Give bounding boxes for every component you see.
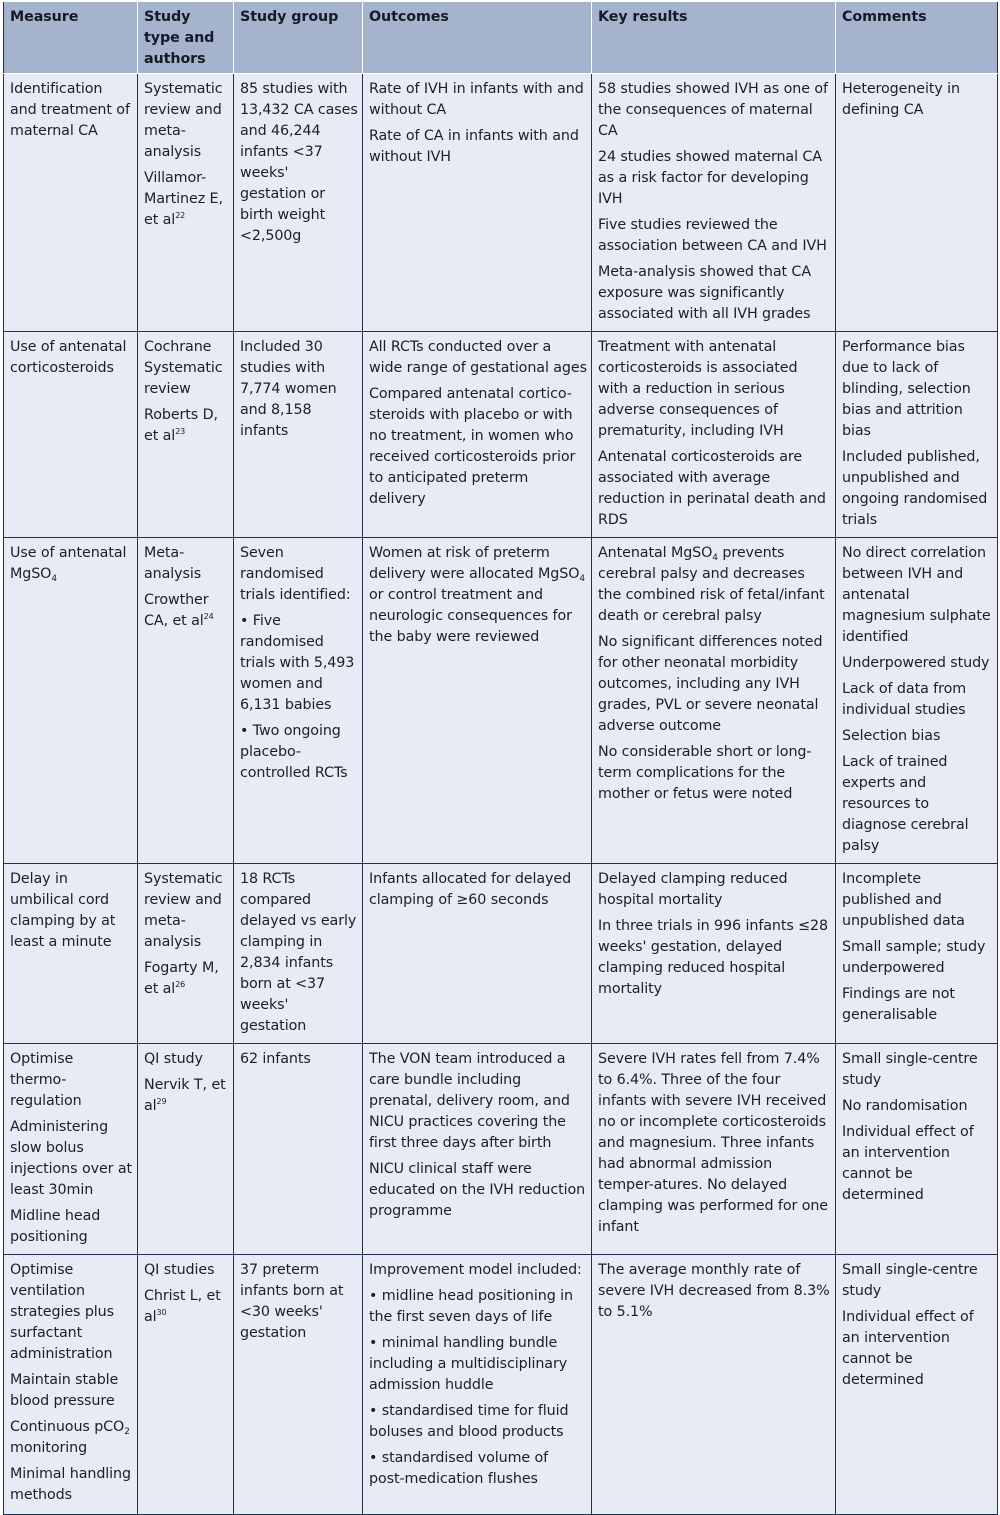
- cell-paragraph: Villamor-Martinez E, et $al^{22}$: [144, 170, 223, 228]
- cell-key-results: [592, 538, 836, 864]
- cell-paragraph: Identification and treatment of maternal CA: [10, 81, 130, 139]
- cell-paragraph: No considerable short or long-term complications for the mother or fetus were noted: [598, 744, 812, 802]
- cell-key-results: [592, 1255, 836, 1515]
- cell-paragraph: Women at risk of preterm delivery were allocated MgSO$_4$ or control treatment and neurologic consequences for the baby were reviewed: [369, 545, 586, 645]
- cell-paragraph: Improvement model included:: [369, 1262, 582, 1278]
- cell-paragraph: Individual effect of an intervention cannot be determined: [842, 1124, 974, 1203]
- cell-paragraph: Administering slow bolus injections over at least 30min: [10, 1119, 133, 1198]
- cell-paragraph: Small sample; study underpowered: [842, 939, 986, 976]
- table-body: [4, 74, 998, 1515]
- cell-paragraph: Meta-analysis: [144, 545, 202, 582]
- cell-paragraph: Severe IVH rates fell from 7.4% to 6.4%. Three of the four infants with severe IVH received no or incomplete corticosteroids and magnesium. Three infants had abnormal admission temper-atures. No delayed clamping was performed for one infant: [598, 1051, 829, 1235]
- header-row: [4, 2, 998, 74]
- cell-study-group: [234, 864, 363, 1044]
- cell-outcomes: [363, 864, 592, 1044]
- cell-paragraph: Findings are not generalisable: [842, 986, 955, 1023]
- cell-outcomes: [363, 74, 592, 332]
- cell-paragraph: QI study: [144, 1051, 203, 1067]
- cell-paragraph: Fogarty M, et $al^{26}$: [144, 960, 219, 997]
- cell-measure: [4, 1044, 138, 1255]
- cell-paragraph: Heterogeneity in defining CA: [842, 81, 961, 118]
- cell-paragraph: Included 30 studies with 7,774 women and 8,158 infants: [240, 339, 337, 439]
- cell-comments: [836, 332, 998, 538]
- cell-paragraph: Small single-centre study: [842, 1051, 978, 1088]
- cell-paragraph: 18 RCTs compared delayed vs early clamping in 2,834 infants born at <37 weeks' gestation: [240, 871, 357, 1034]
- cell-paragraph: Use of antenatal corticosteroids: [10, 339, 127, 376]
- cell-paragraph: Incomplete published and unpublished data: [842, 871, 965, 929]
- cell-paragraph: Meta-analysis showed that CA exposure was significantly associated with all IVH grades: [598, 264, 811, 322]
- cell-paragraph: Treatment with antenatal corticosteroids is associated with a reduction in serious adverse consequences of prematurity, including IVH: [598, 339, 798, 439]
- cell-paragraph: Individual effect of an intervention cannot be determined: [842, 1309, 974, 1388]
- cell-paragraph: The average monthly rate of severe IVH decreased from 8.3% to 5.1%: [598, 1262, 830, 1320]
- cell-study-type: [138, 538, 234, 864]
- cell-key-results: [592, 332, 836, 538]
- cell-paragraph: In three trials in 996 infants ≤28 weeks' gestation, delayed clamping reduced hospital mortality: [598, 918, 829, 997]
- cell-paragraph: Cochrane Systematic review: [144, 339, 223, 397]
- cell-study-group: [234, 1255, 363, 1515]
- cell-paragraph: Midline head positioning: [10, 1208, 101, 1245]
- cell-paragraph: Optimise thermo-regulation: [10, 1051, 82, 1109]
- cell-study-group: [234, 74, 363, 332]
- cell-paragraph: No randomisation: [842, 1098, 968, 1114]
- cell-paragraph: Antenatal corticosteroids are associated with average reduction in perinatal death and RDS: [598, 449, 826, 528]
- table-row: [4, 538, 998, 864]
- cell-paragraph: Maintain stable blood pressure: [10, 1372, 119, 1409]
- cell-measure: [4, 332, 138, 538]
- cell-paragraph: • minimal handling bundle including a multidisciplinary admission huddle: [369, 1335, 568, 1393]
- cell-paragraph: Underpowered study: [842, 655, 990, 671]
- cell-measure: [4, 74, 138, 332]
- cell-paragraph: Nervik T, et $al^{29}$: [144, 1077, 226, 1114]
- cell-paragraph: Use of antenatal MgSO$_4$: [10, 545, 127, 584]
- cell-paragraph: • standardised volume of post-medication flushes: [369, 1450, 549, 1487]
- cell-paragraph: Five studies reviewed the association between CA and IVH: [598, 217, 827, 254]
- cell-study-type: [138, 864, 234, 1044]
- cell-study-type: [138, 74, 234, 332]
- cell-study-type: [138, 332, 234, 538]
- cell-paragraph: Delay in umbilical cord clamping by at least a minute: [10, 871, 116, 950]
- header-key-results: Key results: [592, 2, 836, 74]
- cell-comments: [836, 538, 998, 864]
- cell-measure: [4, 864, 138, 1044]
- cell-paragraph: 85 studies with 13,432 CA cases and 46,244 infants <37 weeks' gestation or birth weight <2,500g: [240, 81, 358, 244]
- cell-paragraph: The VON team introduced a care bundle including prenatal, delivery room, and NICU practices covering the first three days after birth: [369, 1051, 570, 1151]
- table-row: [4, 864, 998, 1044]
- cell-paragraph: Systematic review and meta-analysis: [144, 81, 223, 160]
- cell-study-group: [234, 332, 363, 538]
- cell-paragraph: Lack of trained experts and resources to diagnose cerebral palsy: [842, 754, 969, 854]
- cell-paragraph: All RCTs conducted over a wide range of gestational ages: [369, 339, 587, 376]
- header-study-type: Study type and authors: [138, 2, 234, 74]
- cell-paragraph: Seven randomised trials identified:: [240, 545, 351, 603]
- cell-study-group: [234, 538, 363, 864]
- cell-paragraph: QI studies: [144, 1262, 215, 1278]
- cell-outcomes: [363, 332, 592, 538]
- cell-measure: [4, 1255, 138, 1515]
- cell-paragraph: Optimise ventilation strategies plus surfactant administration: [10, 1262, 114, 1362]
- header-measure: Measure: [4, 2, 138, 74]
- cell-paragraph: • Two ongoing placebo-controlled RCTs: [240, 723, 348, 781]
- header-outcomes: Outcomes: [363, 2, 592, 74]
- table-row: [4, 1255, 998, 1515]
- cell-paragraph: NICU clinical staff were educated on the IVH reduction programme: [369, 1161, 586, 1219]
- table-row: [4, 1044, 998, 1255]
- cell-paragraph: Antenatal MgSO$_4$ prevents cerebral palsy and decreases the combined risk of fetal/infant death or cerebral palsy: [598, 545, 825, 624]
- cell-paragraph: 37 preterm infants born at <30 weeks' gestation: [240, 1262, 344, 1341]
- cell-key-results: [592, 74, 836, 332]
- cell-paragraph: No direct correlation between IVH and antenatal magnesium sulphate identified: [842, 545, 991, 645]
- cell-paragraph: Infants allocated for delayed clamping of ≥60 seconds: [369, 871, 572, 908]
- cell-comments: [836, 864, 998, 1044]
- cell-outcomes: [363, 1255, 592, 1515]
- cell-key-results: [592, 864, 836, 1044]
- evidence-table: [3, 2, 998, 1515]
- cell-paragraph: Small single-centre study: [842, 1262, 978, 1299]
- cell-paragraph: Selection bias: [842, 728, 941, 744]
- cell-comments: [836, 74, 998, 332]
- cell-paragraph: Systematic review and meta-analysis: [144, 871, 223, 950]
- cell-study-type: [138, 1255, 234, 1515]
- cell-comments: [836, 1044, 998, 1255]
- cell-outcomes: [363, 1044, 592, 1255]
- cell-paragraph: No significant differences noted for other neonatal morbidity outcomes, including any IVH grades, PVL or severe neonatal adverse outcome: [598, 634, 823, 734]
- cell-outcomes: [363, 538, 592, 864]
- cell-paragraph: 62 infants: [240, 1051, 311, 1067]
- cell-paragraph: Lack of data from individual studies: [842, 681, 967, 718]
- cell-paragraph: • midline head positioning in the first seven days of life: [369, 1288, 573, 1325]
- cell-paragraph: 58 studies showed IVH as one of the consequences of maternal CA: [598, 81, 828, 139]
- cell-paragraph: • Five randomised trials with 5,493 women and 6,131 babies: [240, 613, 355, 713]
- cell-paragraph: Included published, unpublished and ongoing randomised trials: [842, 449, 988, 528]
- header-study-group: Study group: [234, 2, 363, 74]
- cell-paragraph: Performance bias due to lack of blinding, selection bias and attrition bias: [842, 339, 971, 439]
- table-row: [4, 74, 998, 332]
- cell-paragraph: Delayed clamping reduced hospital mortality: [598, 871, 788, 908]
- cell-key-results: [592, 1044, 836, 1255]
- cell-paragraph: Continuous pCO$_2$ monitoring: [10, 1419, 130, 1456]
- cell-paragraph: Compared antenatal cortico-steroids with placebo or with no treatment, in women who received corticosteroids prior to anticipated preterm delivery: [369, 386, 576, 507]
- header-comments: Comments: [836, 2, 998, 74]
- cell-study-group: [234, 1044, 363, 1255]
- cell-study-type: [138, 1044, 234, 1255]
- cell-paragraph: Christ L, et $al^{30}$: [144, 1288, 221, 1325]
- cell-paragraph: Crowther CA, et $al^{24}$: [144, 592, 214, 629]
- cell-paragraph: Rate of CA in infants with and without IVH: [369, 128, 579, 165]
- table-row: [4, 332, 998, 538]
- cell-paragraph: 24 studies showed maternal CA as a risk factor for developing IVH: [598, 149, 822, 207]
- cell-paragraph: • standardised time for fluid boluses and blood products: [369, 1403, 569, 1440]
- cell-paragraph: Rate of IVH in infants with and without CA: [369, 81, 584, 118]
- cell-comments: [836, 1255, 998, 1515]
- cell-measure: [4, 538, 138, 864]
- cell-paragraph: Minimal handling methods: [10, 1466, 131, 1503]
- cell-paragraph: Roberts D, et $al^{23}$: [144, 407, 218, 444]
